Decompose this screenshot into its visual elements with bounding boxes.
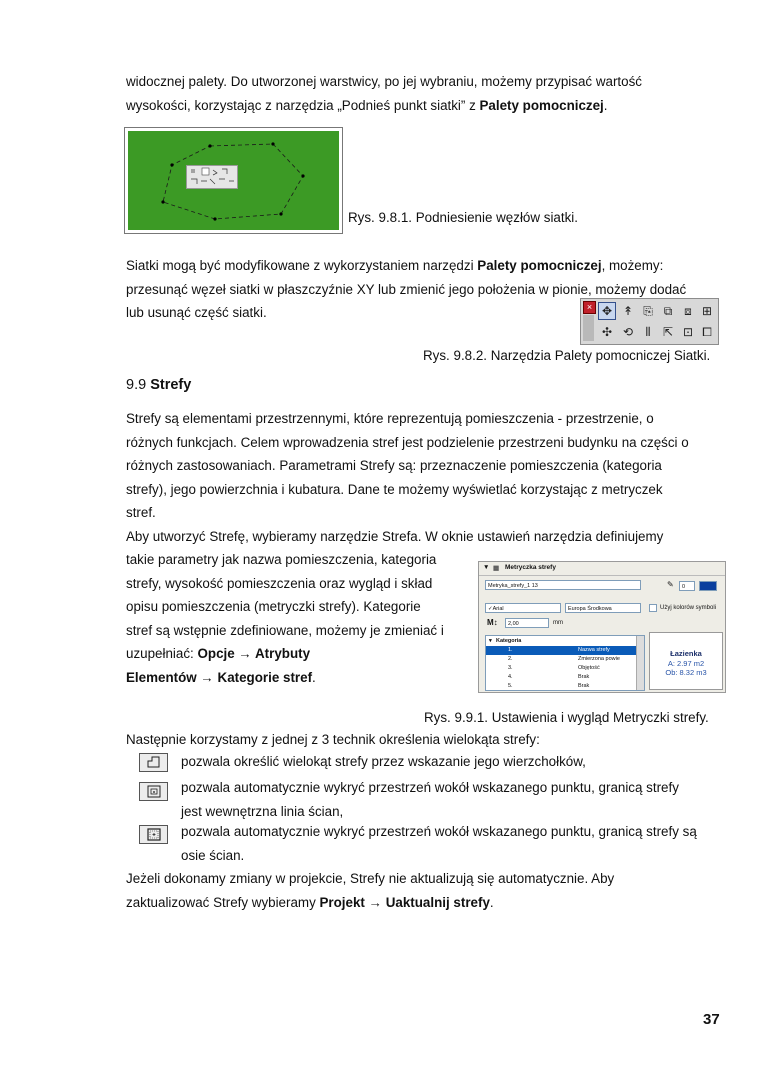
section-title: Strefy: [150, 377, 192, 393]
zones-line-2: różnych funkcjach. Celem wprowadzenia stref jest podzielenie przestrzeni budynku na części o: [126, 434, 689, 450]
zone-stamp-icon: ▦: [493, 565, 500, 572]
text-size-field[interactable]: 2,00: [505, 618, 549, 628]
resize-icon[interactable]: ⊡: [682, 325, 694, 339]
zones-line-4: strefy), jego powierzchnia i kubatura. Dane te możemy wyświetlać korzystając z metryczek: [126, 481, 663, 497]
polygon-offset-icon[interactable]: ⊞: [701, 304, 713, 318]
zones-line-12: Elementów → Kategorie stref.: [126, 669, 316, 685]
mesh-line-1: Siatki mogą być modyfikowane z wykorzystaniem narzędzi Palety pomocniczej, możemy:: [126, 258, 664, 273]
figure-982-caption: Rys. 9.8.2. Narzędzia Palety pomocniczej Siatki.: [423, 348, 711, 363]
technique-2-line-1: pozwala automatycznie wykryć przestrzeń wokół wskazanego punktu, granicą strefy: [181, 780, 679, 795]
polygon-method-icon[interactable]: [139, 753, 168, 772]
move-node-icon[interactable]: ✥: [598, 302, 616, 320]
inner-edges-method-icon[interactable]: [139, 782, 168, 801]
list-item[interactable]: 4. Brak: [508, 674, 590, 680]
mesh-line-3: lub usunąć część siatki.: [126, 305, 267, 320]
text-size-unit: mm: [553, 620, 563, 626]
use-symbol-colors-checkbox[interactable]: [649, 604, 657, 612]
update-line-2: zaktualizować Strefy wybieramy Projekt → Uaktualnij strefy.: [126, 894, 494, 910]
zones-line-3: różnych zastosowaniach. Parametrami Strefy są: przeznaczenie pomieszczenia (kategoria: [126, 458, 662, 473]
section-heading: [126, 377, 191, 393]
intro-line-1: widocznej palety. Do utworzonej warstwicy, po jej wybraniu, możemy przypisać wartość: [126, 74, 642, 89]
zones-line-6: Aby utworzyć Strefę, wybieramy narzędzie Strefa. W oknie ustawień narzędzia definiujemy: [126, 528, 664, 544]
mirror-icon[interactable]: ⫴: [645, 325, 651, 339]
preview-zone-volume: Ob: 8.32 m3: [665, 668, 707, 677]
stretch-icon[interactable]: ⇱: [662, 325, 674, 339]
category-list: [485, 635, 645, 691]
panel-header-title: Metryczka strefy: [505, 564, 556, 571]
list-scrollbar[interactable]: [636, 636, 644, 690]
update-paragraph: [126, 867, 726, 914]
techniques-intro: Następnie korzystamy z jednej z 3 technik określenia wielokąta strefy:: [126, 732, 540, 747]
zones-line-10: stref są wstępnie zdefiniowane, możemy je zmieniać i: [126, 622, 444, 638]
mini-palette: [186, 165, 238, 189]
list-item[interactable]: 5. Brak: [508, 683, 590, 689]
figure-981-caption: Rys. 9.8.1. Podniesienie węzłów siatki.: [348, 210, 578, 225]
mesh-helper-palette: [580, 298, 719, 345]
elevate-node-icon[interactable]: ↟: [622, 304, 634, 318]
technique-3-text: [181, 820, 726, 867]
preview-zone-name: Łazienka: [670, 649, 702, 658]
figure-991-caption: Rys. 9.9.1. Ustawienia i wygląd Metryczki strefy.: [424, 710, 709, 725]
page-number: 37: [703, 1011, 720, 1028]
section-number: 9.9: [126, 377, 147, 393]
zones-line-8: strefy, wysokość pomieszczenia oraz wygląd i skład: [126, 575, 433, 591]
technique-2-line-2: jest wewnętrzna linia ścian,: [181, 803, 344, 819]
zone-stamp-settings-panel: [478, 561, 726, 693]
technique-1-text: pozwala określić wielokąt strefy przez wskazanie jego wierzchołków,: [181, 754, 586, 769]
technique-2-text: [181, 776, 726, 823]
preview-zone-area: A: 2.97 m2: [667, 659, 705, 668]
zones-line-1: Strefy są elementami przestrzennymi, które reprezentują pomieszczenia - przestrzenie, o: [126, 411, 654, 426]
category-header[interactable]: ▾ Kategoria: [489, 638, 522, 644]
split-icon[interactable]: ⧠: [702, 325, 712, 339]
zone-stamp-preview: [649, 632, 723, 690]
intro-line-2: wysokości, korzystając z narzędzia „Podnieś punkt siatki” z Palety pomocniczej.: [126, 97, 608, 113]
wall-axis-method-icon[interactable]: [139, 825, 168, 844]
zones-line-5: stref.: [126, 505, 156, 520]
pen-number-field[interactable]: 0: [679, 581, 695, 591]
rotate-icon[interactable]: ⟲: [622, 325, 634, 339]
zones-line-9: opisu pomieszczenia (metryczki strefy). Kategorie: [126, 599, 421, 614]
close-icon[interactable]: ×: [583, 301, 596, 314]
zones-line-11: uzupełniać: Opcje → Atrybuty: [126, 646, 311, 661]
text-size-icon: M↕: [487, 618, 498, 627]
pen-color-swatch[interactable]: [699, 581, 717, 591]
list-item[interactable]: 3. Objętość: [508, 665, 600, 671]
mesh-line-2: przesunąć węzeł siatki w płaszczyźnie XY lub zmienić jego położenia w pionie, możemy dodać: [126, 281, 687, 297]
pen-icon: ✎: [667, 580, 674, 589]
palette-grip[interactable]: [583, 315, 594, 341]
polygon-subtract-icon[interactable]: ⧈: [684, 304, 692, 318]
stamp-name-field[interactable]: Metryka_strefy_1 13: [485, 580, 641, 590]
update-line-1: Jeżeli dokonamy zmiany w projekcie, Strefy nie aktualizują się automatycznie. Aby: [126, 871, 615, 886]
technique-3-line-2: osie ścian.: [181, 847, 245, 863]
polygon-add-icon[interactable]: ⧉: [663, 304, 673, 318]
use-symbol-colors-label: Użyj kolorów symboli: [660, 605, 717, 611]
technique-3-line-1: pozwala automatycznie wykryć przestrzeń wokół wskazanego punktu, granicą strefy są: [181, 824, 697, 839]
collapse-arrow-icon[interactable]: ▼: [483, 564, 490, 571]
drag-copy-icon[interactable]: ✣: [601, 325, 613, 339]
add-points-icon[interactable]: ⎘: [643, 304, 653, 318]
panel-header[interactable]: [479, 562, 725, 576]
mesh-nodes-figure: [124, 127, 343, 234]
list-item[interactable]: 2. Zmierzona powie: [508, 656, 620, 662]
encoding-select[interactable]: Europa Środkowa: [565, 603, 641, 613]
list-item[interactable]: 1. Nazwa strefy: [486, 646, 636, 655]
intro-paragraph: [126, 70, 726, 117]
zones-line-7: takie parametry jak nazwa pomieszczenia, kategoria: [126, 552, 437, 567]
font-select[interactable]: ✓Arial: [485, 603, 561, 613]
